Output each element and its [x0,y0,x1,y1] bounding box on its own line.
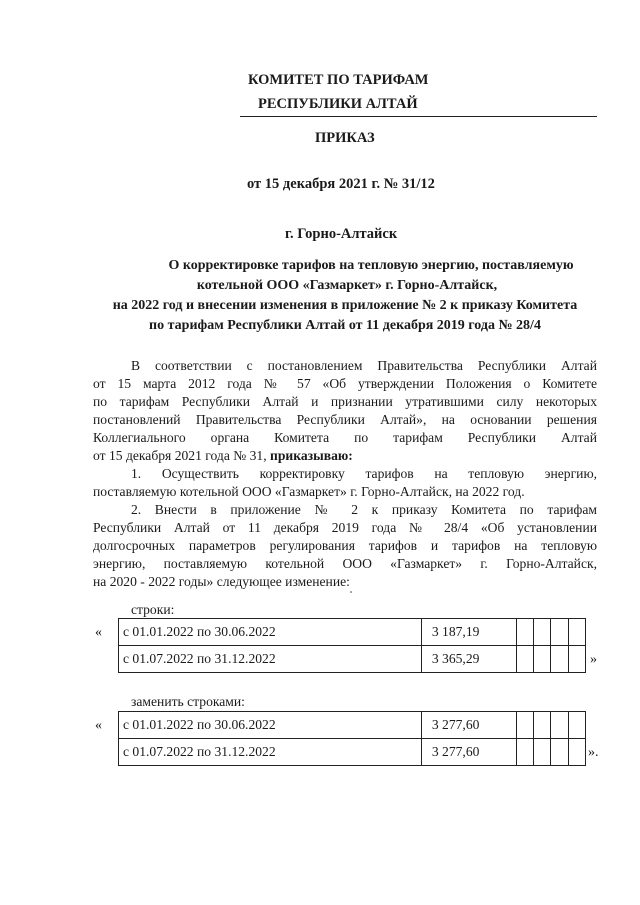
table-row [119,619,586,646]
title-line1: О корректировке тарифов на тепловую энергию, поставляемую [168,258,574,273]
old-open-quote: « [95,625,102,640]
empty-cell [516,619,533,646]
new-rows-table [118,711,586,766]
empty-cell [551,712,568,739]
body-p1-l4: постановлений Правительства Республики Алтай», на основании решения [93,412,597,427]
header-rule [240,116,597,117]
doc-type: ПРИКАЗ [315,130,375,146]
item2-l3: долгосрочных параметров регулирования тарифов и тарифов на тепловую [93,538,597,553]
doc-title [90,256,600,336]
body-p1-l3: по тарифам Республики Алтай и признании утратившими силу некоторых [93,394,597,409]
table-row [119,712,586,739]
body-p1-l5: Коллегиального органа Комитета по тарифам Республики Алтай [93,430,597,445]
date-number: от 15 декабря 2021 г. № 31/12 [247,176,435,192]
empty-cell [551,619,568,646]
body-p1-l1: В соответствии с постановлением Правительства Республики Алтай [131,358,597,373]
item2-l5: на 2020 - 2022 годы» следующее изменение: [93,574,350,589]
empty-cell [533,739,550,766]
empty-cell [516,712,533,739]
title-line3: на 2022 год и внесении изменения в приложение № 2 к приказу Комитета [112,298,578,313]
period-cell: с 01.01.2022 по 30.06.2022 [119,712,422,739]
table-row [119,646,586,673]
empty-cell [516,739,533,766]
old-close-quote: » [590,652,597,667]
value-cell: 3 365,29 [421,646,516,673]
empty-cell [551,646,568,673]
empty-cell [568,646,585,673]
new-rows-label: заменить строками: [131,694,245,709]
value-cell: 3 187,19 [421,619,516,646]
empty-cell [551,739,568,766]
order-word: приказываю: [270,448,353,463]
scan-speck [350,591,352,593]
body-p1-l2: от 15 марта 2012 года № 57 «Об утверждении Положения о Комитете [93,376,597,391]
title-line2: котельной ООО «Газмаркет» г. Горно-Алтайск, [196,278,498,293]
item1-l1: 1. Осуществить корректировку тарифов на тепловую энергию, [131,466,597,481]
org-name-line2: РЕСПУБЛИКИ АЛТАЙ [258,96,418,112]
old-rows-label: строки: [131,602,175,617]
empty-cell [533,619,550,646]
period-cell: с 01.01.2022 по 30.06.2022 [119,619,422,646]
body-p1-l6-text: от 15 декабря 2021 года № 31, [93,448,271,463]
empty-cell [533,646,550,673]
empty-cell [568,619,585,646]
period-cell: с 01.07.2022 по 31.12.2022 [119,646,422,673]
item2-l4: энергию, поставляемую котельной ООО «Газмаркет» г. Горно-Алтайск, [93,556,597,571]
empty-cell [568,712,585,739]
empty-cell [533,712,550,739]
new-open-quote: « [95,718,102,733]
empty-cell [568,739,585,766]
value-cell: 3 277,60 [421,739,516,766]
new-close-quote: ». [588,745,599,760]
table-row [119,739,586,766]
body-p1-l6 [93,447,353,465]
empty-cell [516,646,533,673]
item2-l1: 2. Внести в приложение № 2 к приказу Комитета по тарифам [131,502,597,517]
org-name-line1: КОМИТЕТ ПО ТАРИФАМ [248,72,429,88]
value-cell: 3 277,60 [421,712,516,739]
title-line4: по тарифам Республики Алтай от 11 декабря 2019 года № 28/4 [149,318,541,333]
item1-l2: поставляемую котельной ООО «Газмаркет» г. Горно-Алтайск, на 2022 год. [93,484,525,499]
city: г. Горно-Алтайск [285,226,398,242]
old-rows-table [118,618,586,673]
period-cell: с 01.07.2022 по 31.12.2022 [119,739,422,766]
item2-l2: Республики Алтай от 11 декабря 2019 года № 28/4 «Об установлении [93,520,597,535]
